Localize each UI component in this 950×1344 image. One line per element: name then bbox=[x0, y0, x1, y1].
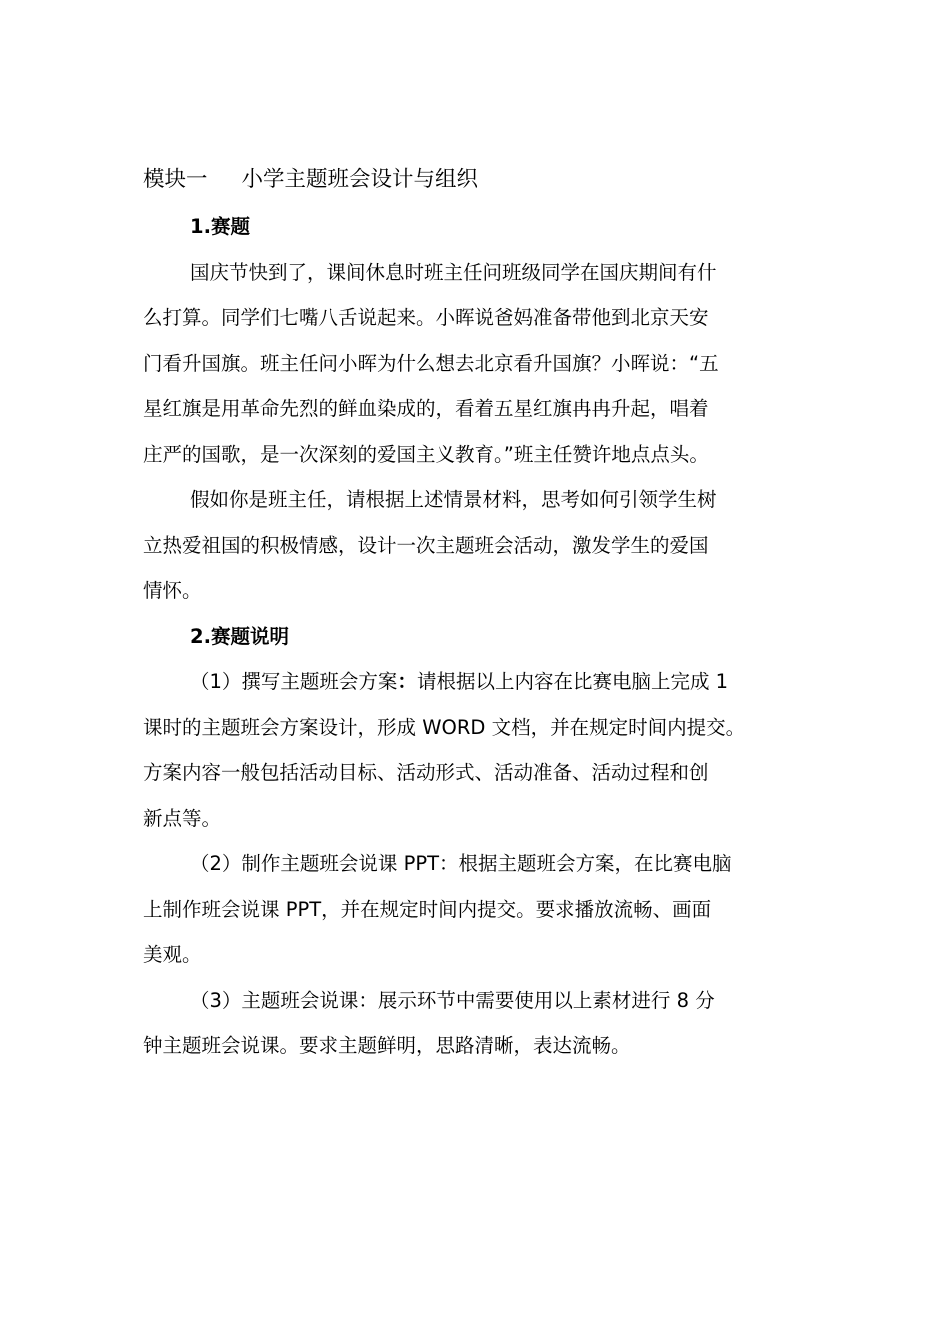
text-line: 么打算。同学们七嘴八舌说起来。小晖说爸妈准备带他到北京天安 bbox=[143, 306, 709, 329]
text-line: 方案内容一般包括活动目标、活动形式、活动准备、活动过程和创 bbox=[143, 761, 709, 784]
instruction-item-3 bbox=[143, 978, 818, 1069]
text-line: 课时的主题班会方案设计，形成 WORD 文档，并在规定时间内提交。 bbox=[143, 715, 746, 739]
text-line: 钟主题班会说课。要求主题鲜明，思路清晰，表达流畅。 bbox=[143, 1034, 631, 1057]
item1-lead: （1）撰写主题班会方案 bbox=[190, 670, 398, 693]
topic-paragraph-2 bbox=[143, 477, 818, 614]
text-line: 门看升国旗。班主任问小晖为什么想去北京看升国旗？小晖说：“五 bbox=[143, 351, 719, 375]
section-heading-instructions: 2.赛题说明 bbox=[190, 624, 289, 648]
text-line: 新点等。 bbox=[143, 806, 222, 830]
text-line: 庄严的国歌，是一次深刻的爱国主义教育。”班主任赞许地点点头。 bbox=[143, 442, 709, 466]
item1-rest: 请根据以上内容在比赛电脑上完成 1 bbox=[416, 670, 729, 693]
text-line: 国庆节快到了，课间休息时班主任问班级同学在国庆期间有什 bbox=[190, 260, 717, 284]
instruction-item-2 bbox=[143, 841, 818, 978]
topic-paragraph-1 bbox=[143, 250, 818, 478]
text-line: （3）主题班会说课：展示环节中需要使用以上素材进行 8 分 bbox=[190, 988, 715, 1012]
text-line: 星红旗是用革命先烈的鲜血染成的，看着五星红旗冉冉升起，唱着 bbox=[143, 397, 709, 420]
text-line: 上制作班会说课 PPT，并在规定时间内提交。要求播放流畅、画面 bbox=[143, 897, 712, 921]
document-content bbox=[143, 162, 818, 1069]
module-title bbox=[143, 162, 818, 198]
text-line: 美观。 bbox=[143, 943, 202, 966]
module-name: 小学主题班会设计与组织 bbox=[241, 167, 479, 192]
text-line: （2）制作主题班会说课 PPT：根据主题班会方案，在比赛电脑 bbox=[190, 852, 732, 875]
text-line: 立热爱祖国的积极情感，设计一次主题班会活动，激发学生的爱国 bbox=[143, 533, 709, 557]
instruction-item-1 bbox=[143, 659, 818, 841]
section-heading-topic: 1.赛题 bbox=[190, 215, 250, 238]
text-line: 情怀。 bbox=[143, 579, 202, 602]
text-line bbox=[143, 659, 818, 705]
text-line: 假如你是班主任，请根据上述情景材料，思考如何引领学生树 bbox=[190, 488, 717, 511]
module-number: 模块一 bbox=[143, 167, 208, 192]
item1-colon: ： bbox=[397, 670, 417, 693]
